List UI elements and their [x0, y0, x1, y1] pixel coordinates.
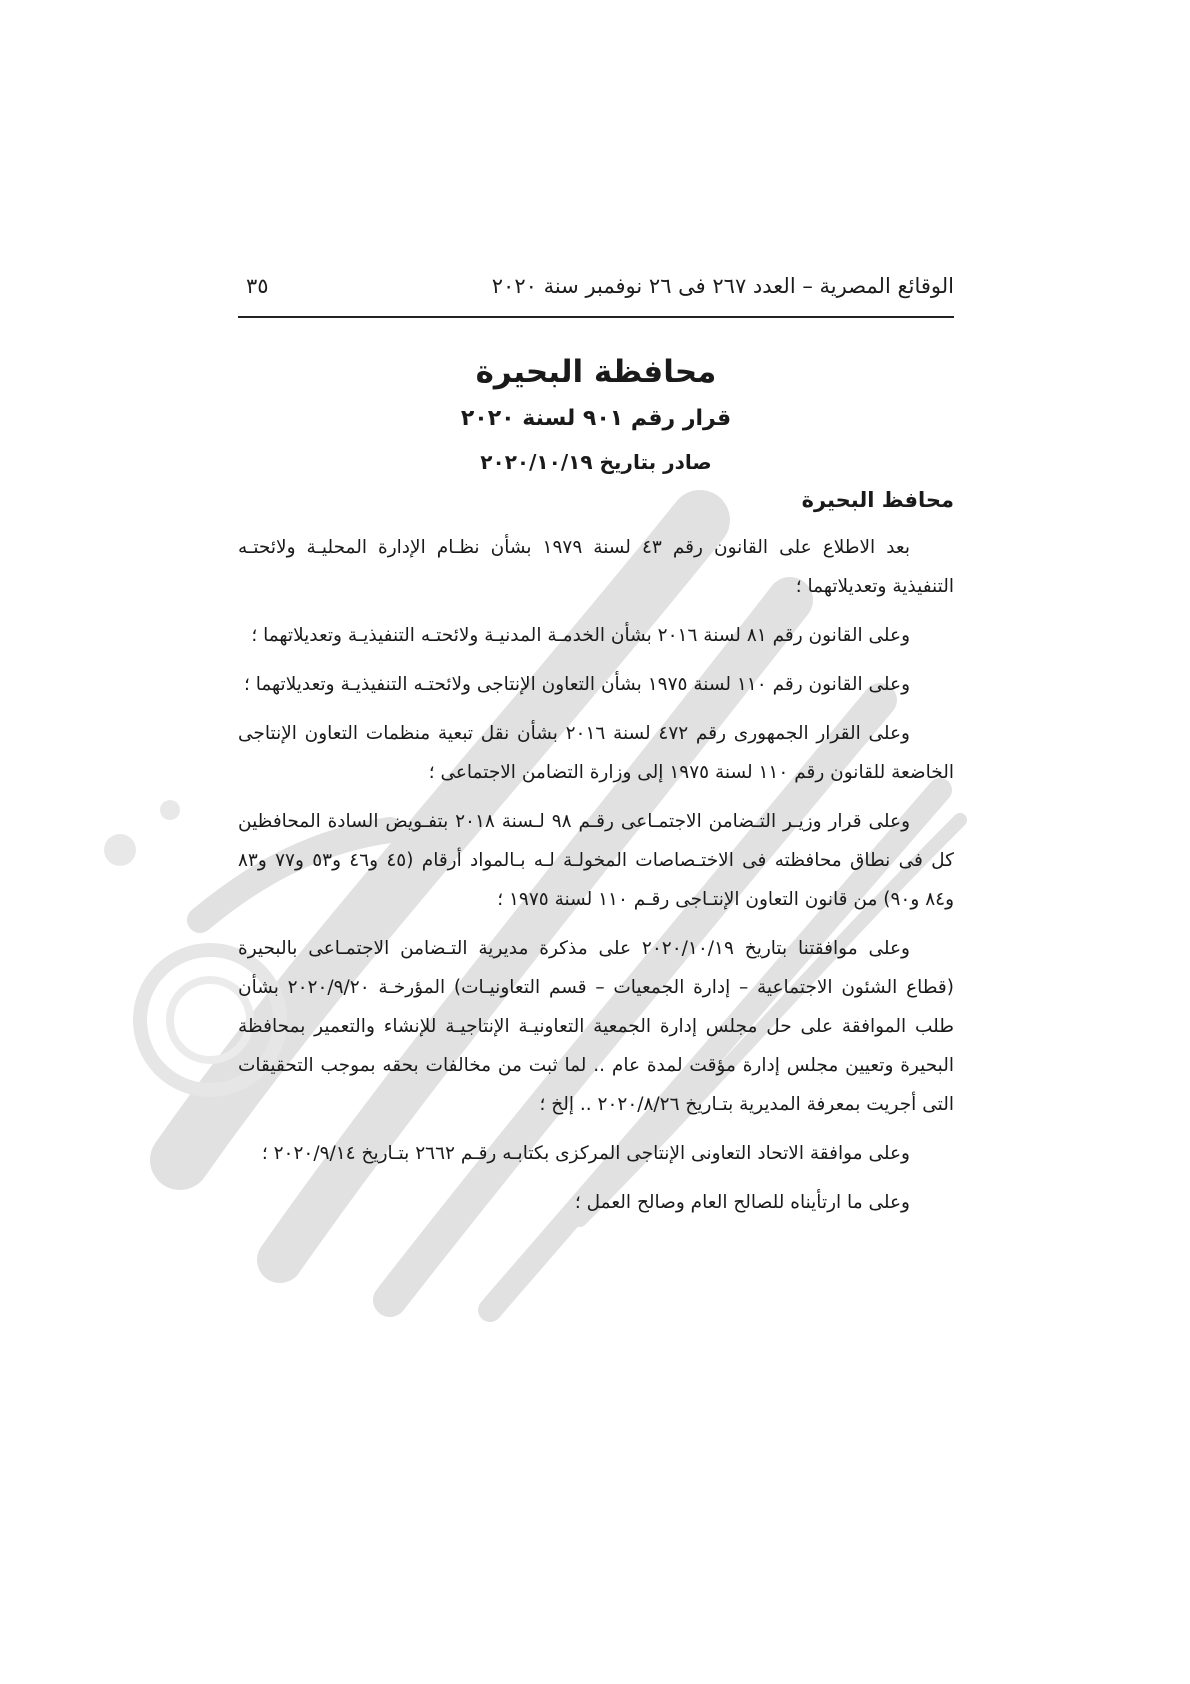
- governorate-title: محافظة البحيرة: [475, 354, 717, 390]
- page-header: [238, 268, 954, 318]
- page-number: ٣٥: [246, 274, 269, 298]
- decree-body: [238, 528, 954, 1232]
- preamble-paragraph: وعلى موافقة الاتحاد التعاونى الإنتاجى المركزى بكتابـه رقـم ٢٦٦٢ بتـاريخ ٢٠٢٠/٩/١٤ ؛: [261, 1143, 910, 1164]
- decree-heading: [238, 350, 954, 478]
- preamble-paragraph: وعلى القانون رقم ٨١ لسنة ٢٠١٦ بشأن الخدمـة المدنيـة ولائحتـه التنفيذيـة وتعديلاتهما ؛: [251, 625, 910, 646]
- issued-date: صادر بتاريخ ٢٠٢٠/١٠/١٩: [480, 450, 712, 474]
- preamble-paragraph: وعلى ما ارتأيناه للصالح العام وصالح العمل ؛: [574, 1192, 910, 1213]
- preamble-paragraph: بعد الاطلاع على القانون رقم ٤٣ لسنة ١٩٧٩ بشأن نظـام الإدارة المحليـة ولائحتـه التنفيذية وتعديلاتهما ؛: [238, 537, 954, 597]
- gazette-header-title: الوقائع المصرية – العدد ٢٦٧ فى ٢٦ نوفمبر سنة ٢٠٢٠: [491, 274, 954, 298]
- preamble-paragraph: وعلى قرار وزيـر التـضامن الاجتمـاعى رقـم ٩٨ لـسنة ٢٠١٨ بتفـويض السادة المحافظين كل فى نطاق محافظته فى الاختـصاصات المخولـة لـه بـالمواد أرقام (٤٥ و٤٦ و٥٣ و٧٧ و٨٣ و٨٤ و٩٠) من قانون التعاون الإنتـاجى رقـم ١١٠ لسنة ١٩٧٥ ؛: [238, 811, 954, 910]
- governor-label: محافظ البحيرة: [801, 488, 954, 512]
- preamble-paragraph: وعلى موافقتنا بتاريخ ٢٠٢٠/١٠/١٩ على مذكرة مديرية التـضامن الاجتمـاعى بالبحيرة (قطاع الشئون الاجتماعية – إدارة الجمعيات – قسم التعاونيـات) المؤرخـة ٢٠٢٠/٩/٢٠ بشأن طلب الموافقة على حل مجلس إدارة الجمعية التعاونيـة الإنتاجيـة للإنشاء والتعمير بمحافظة البحيرة وتعيين مجلس إدارة مؤقت لمدة عام .. لما ثبت من مخالفات بحقه بموجب التحقيقات التى أجريت بمعرفة المديرية بتـاريخ ٢٠٢٠/٨/٢٦ .. إلخ ؛: [238, 938, 954, 1115]
- decree-title: قرار رقم ٩٠١ لسنة ٢٠٢٠: [460, 406, 732, 431]
- preamble-paragraph: وعلى القرار الجمهورى رقم ٤٧٢ لسنة ٢٠١٦ بشأن نقل تبعية منظمات التعاون الإنتاجى الخاضعة للقانون رقم ١١٠ لسنة ١٩٧٥ إلى وزارة التضامن الاجتماعى ؛: [238, 723, 954, 783]
- preamble-paragraph: وعلى القانون رقم ١١٠ لسنة ١٩٧٥ بشأن التعاون الإنتاجى ولائحتـه التنفيذيـة وتعديلاتهما ؛: [243, 674, 910, 695]
